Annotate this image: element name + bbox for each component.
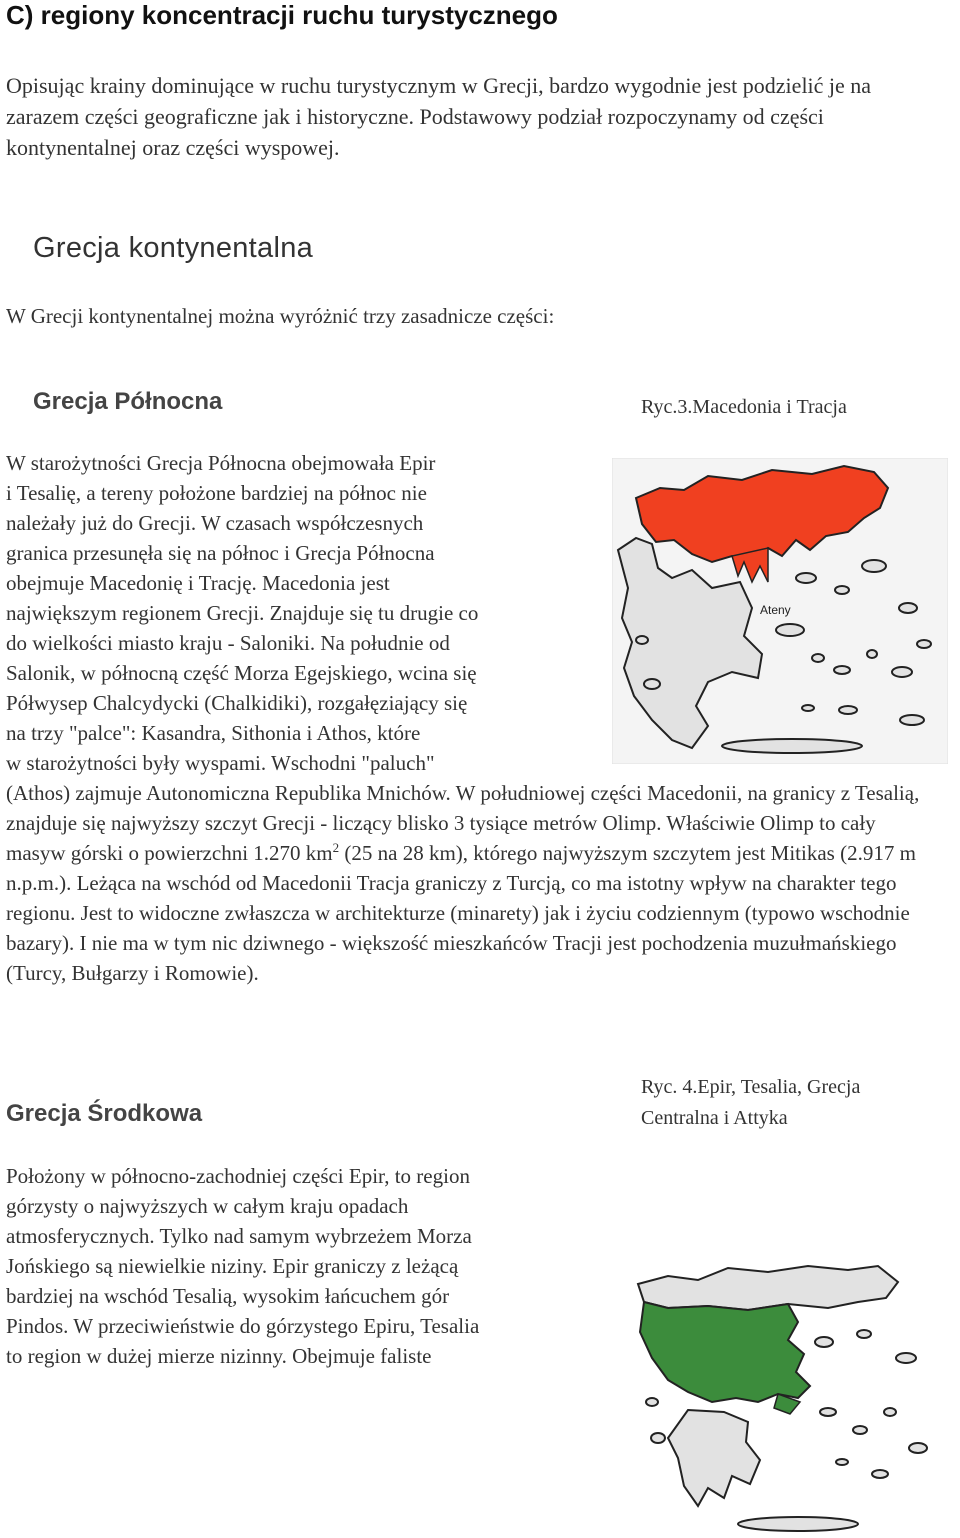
text-line: należały już do Grecji. W czasach współczesnych [6, 511, 424, 535]
north-greece-shape [638, 1266, 898, 1310]
figure-caption-4-line-1: Ryc. 4.Epir, Tesalia, Grecja [641, 1076, 861, 1098]
section-title-north: Grecja Północna [33, 388, 223, 415]
figure-caption-3: Ryc.3.Macedonia i Tracja [641, 396, 847, 418]
text-line: bardziej na wschód Tesalią, wysokim łańcuchem gór [6, 1284, 450, 1308]
north-paragraph-narrow [6, 448, 606, 778]
north-paragraph-part-2: (25 na 28 km), którego najwyższym szczytem jest Mitikas (2.917 m n.p.m.). Leżąca na wschód od Macedonii Tracja graniczy z Turcją, co ma istotny wpływ na charakter tego regionu. Jest to widoczne zwłaszcza w architekturze (minarety) jak i życiu codziennym (typowo wschodnie bazary). I nie ma w tym nic dziwnego - większość mieszkańców Tracji jest pochodzenia muzułmańskiego (Turcy, Bułgarzy i Romowie). [6, 841, 916, 985]
text-line: Salonik, w północną część Morza Egejskiego, wcina się [6, 661, 477, 685]
text-line: granica przesunęła się na północ i Grecja Północna [6, 541, 435, 565]
central-paragraph [6, 1161, 606, 1371]
north-paragraph-wide [6, 778, 921, 988]
north-paragraph-part-1: (Athos) zajmuje Autonomiczna Republika Mnichów. W południowej części Macedonii, na granicy z Tesalią, znajduje się najwyższy szczyt Grecji - liczący blisko 3 tysiące metrów Olimp. Właściwie Olimp to cały masyw górski o powierzchni 1.270 km [6, 781, 920, 865]
figure-caption-4-line-2: Centralna i Attyka [641, 1107, 788, 1129]
section-title-central: Grecja Środkowa [6, 1100, 203, 1127]
text-line: Położony w północno-zachodniej części Epir, to region [6, 1164, 470, 1188]
text-line: Półwysep Chalcydycki (Chalkidiki), rozgałęziający się [6, 691, 468, 715]
text-line: do wielkości miasto kraju - Saloniki. Na południe od [6, 631, 450, 655]
continental-lead: W Grecji kontynentalnej można wyróżnić trzy zasadnicze części: [6, 304, 555, 328]
section-title-continental: Grecja kontynentalna [33, 232, 314, 264]
text-line: na trzy "palce": Kasandra, Sithonia i Athos, które [6, 721, 421, 745]
text-line: i Tesalię, a tereny położone bardziej na północ nie [6, 481, 427, 505]
map-central-greece [628, 1262, 938, 1538]
text-line: W starożytności Grecja Północna obejmowała Epir [6, 451, 436, 475]
superscript-2: 2 [332, 840, 340, 855]
text-line: to region w dużej mierze nizinny. Obejmuje faliste [6, 1344, 432, 1368]
text-line: w starożytności były wyspami. Wschodni "paluch" [6, 751, 435, 775]
text-line: największym regionem Grecji. Znajduje się tu drugie co [6, 601, 479, 625]
text-line: obejmuje Macedonię i Trację. Macedonia jest [6, 571, 390, 595]
map-label-ateny: Ateny [760, 603, 791, 617]
figure-caption-4 [641, 1072, 860, 1134]
text-line: Jońskiego są niewielkie niziny. Epir graniczy z leżącą [6, 1254, 459, 1278]
peloponnese-shape [668, 1410, 760, 1506]
central-greece-region [640, 1302, 810, 1402]
intro-paragraph: Opisując krainy dominujące w ruchu turystycznym w Grecji, bardzo wygodnie jest podzielić je na zarazem części geograficzne jak i historyczne. Podstawowy podział rozpoczynamy od części kontynentalnej oraz części wyspowej. [6, 73, 872, 160]
map-macedonia-thrace [612, 458, 948, 764]
text-line: atmosferycznych. Tylko nad samym wybrzeżem Morza [6, 1224, 472, 1248]
text-line: Pindos. W przeciwieństwie do górzystego Epiru, Tesalia [6, 1314, 480, 1338]
page-heading: C) regiony koncentracji ruchu turystycznego [6, 0, 558, 30]
text-line: górzysty o najwyższych w całym kraju opadach [6, 1194, 409, 1218]
